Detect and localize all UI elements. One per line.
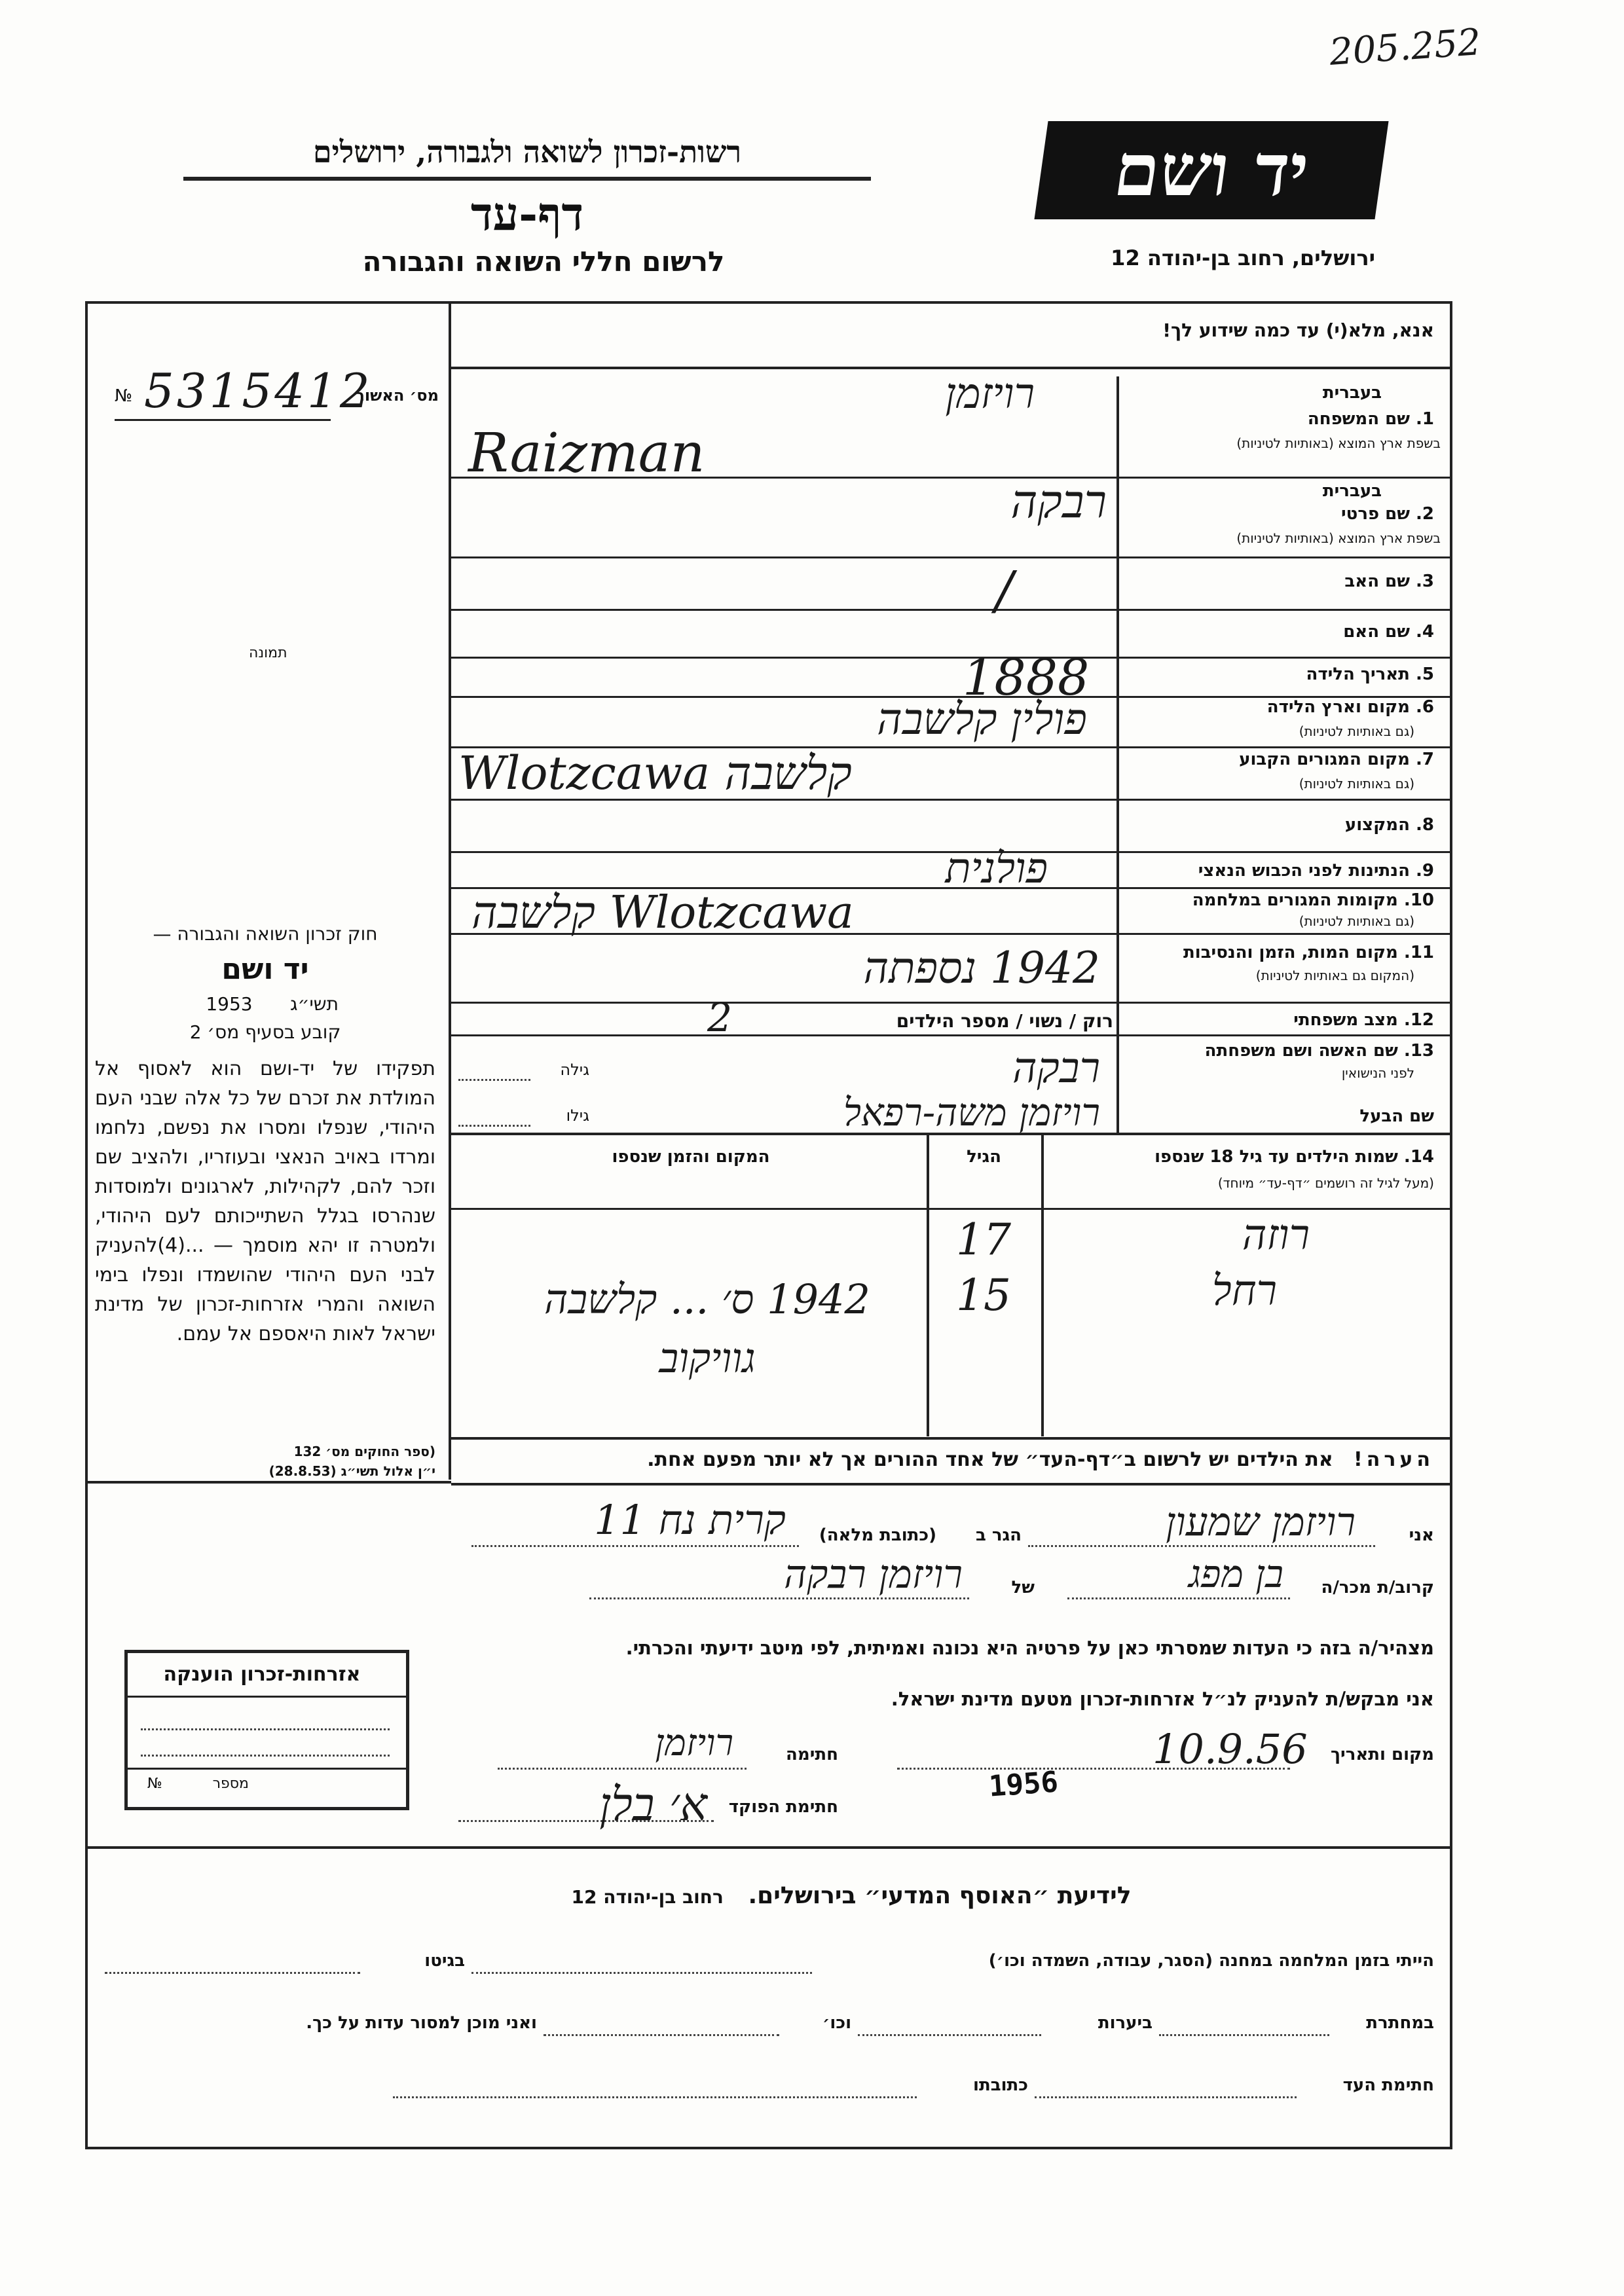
law-year-heb: תשי״ג (289, 993, 339, 1015)
place-date-value: 10.9.56 (1153, 1725, 1308, 1773)
note: הערה! את הילדים יש לרשום ב״דף-העד״ של אחד ההורים אך לא יותר מפעם אחת. (647, 1448, 1434, 1471)
marital-options: רוק / נשוי / מספר הילדים (896, 1010, 1113, 1032)
intro-text: אנא, מלא(י) עד כמה שידוע לך! (1162, 319, 1434, 341)
husband-name: רויזמן משה-רפאל (843, 1090, 1100, 1135)
law-logo: יד ושם (221, 953, 309, 986)
children-sub: (מעל לגיל זה רושמים ״דף-עד״ מיוחד) (1217, 1175, 1434, 1191)
field-9-label: 9. הנתינות לפני הכבוש הנאצי (1198, 861, 1434, 881)
authority-title: רשות-זכרון לשואה ולגבורה, ירושלים (312, 134, 742, 170)
archive-number: 205.252 (1328, 21, 1483, 74)
form-title: דף-עד (470, 187, 584, 241)
field-10-sub: (גם באותיות לטיניות) (1299, 913, 1414, 929)
footer-line2-end: ואני מוכן למסור עדות על כך. (306, 2013, 537, 2033)
decl-address-label: (כתובת מלאה) (819, 1525, 936, 1545)
field-10-label: 10. מקומות המגורים במלחמה (1192, 890, 1434, 910)
law-clause: קובע בסעיף מס׳ 2 (189, 1021, 341, 1043)
field-5-label: 5. תאריך הלידה (1306, 665, 1434, 684)
form-subtitle: לרשום חללי השואה והגבורה (362, 246, 725, 278)
field-13-label: 13. שם האשה ושם משפחתה (1204, 1041, 1434, 1061)
children-age-header: הגיל (967, 1147, 1001, 1167)
birth-date: 1888 (963, 648, 1090, 706)
child-age-2: 15 (956, 1270, 1011, 1321)
decl-request: אני מבקש/ת להעניק לנ״ל אזרחות-זכרון מטעם מדינת ישראל. (891, 1688, 1434, 1710)
children-count: 2 (707, 995, 733, 1041)
child-age-1: 17 (956, 1214, 1011, 1265)
field-1-lang: בעברית (1322, 383, 1382, 403)
footer-line3-a: חתימת העד (1342, 2075, 1434, 2095)
children-title: 14. שמות הילדים עד גיל 18 שנספו (1154, 1147, 1434, 1167)
declarant-relation: בן מפג (1188, 1552, 1283, 1596)
wife-age-label: גילה (560, 1061, 589, 1079)
citizenship: פולנית (945, 845, 1048, 893)
approval-number: 5315412 (144, 363, 373, 418)
citizenship-number-prefix: № (147, 1776, 162, 1792)
children-place-header: המקום והזמן שנספו (612, 1147, 770, 1167)
husband-age-label: גילו (566, 1106, 589, 1125)
field-12-label: 12. מצב משפחתי (1293, 1010, 1434, 1030)
field-11-label: 11. מקום המות, הזמן והנסיבות (1183, 943, 1434, 962)
decl-residing-label: הגר ב (975, 1525, 1022, 1545)
husband-label: שם הבעל (1359, 1106, 1434, 1126)
victim-name-ref: רויזמן רבקה (784, 1552, 963, 1597)
decl-statement: מצהיר/ה בזה כי העדות שמסרתי כאן על פרטיה היא נכונה ואמיתית, לפי מיטב ידיעתי והכרתי. (625, 1637, 1434, 1659)
law-source-date: י״ן אלול תשי״ג (28.8.53) (268, 1463, 435, 1479)
citizenship-box-title: אזרחות-זכרון הוענקה (163, 1663, 361, 1686)
officer-signature: א׳ בלן (599, 1777, 707, 1831)
field-8-label: 8. המקצוע (1344, 815, 1434, 835)
field-6-sub: (גם באותיות לטיניות) (1299, 723, 1414, 739)
children-death-place: 1942 ס׳ ... קלשבה גוויקוב (544, 1275, 870, 1382)
field-2-lang: בעברית (1322, 481, 1382, 501)
declarant-signature: רויזמן (655, 1722, 733, 1764)
death-details: 1942 נספתה (863, 943, 1100, 993)
decl-relation-label: קרוב/ת מכר/ה (1321, 1578, 1434, 1597)
field-2-label: 2. שם פרטי (1341, 504, 1434, 524)
field-11-sub: (המקום גם באותיות לטיניות) (1255, 968, 1414, 983)
approval-number-prefix: № (115, 386, 133, 406)
child-name-1: רוזה (1242, 1211, 1310, 1260)
logo-text: יד ושם (1109, 128, 1314, 212)
address: ירושלים, רחוב בן-יהודה 12 (1111, 246, 1375, 270)
declarant-address: קרית נח 11 (594, 1496, 786, 1544)
decl-officer-label: חתימת הפוקד (728, 1797, 838, 1817)
first-name-hebrew: רבקה (1010, 475, 1107, 528)
field-13-sub: לפני הנישואין (1341, 1065, 1414, 1081)
law-title: חוק זכרון השואה והגבורה — (153, 923, 378, 945)
child-name-2: רחל (1211, 1267, 1277, 1315)
field-4-label: 4. שם האם (1343, 622, 1434, 642)
year-stamp: 1956 (987, 1765, 1060, 1804)
family-name-hebrew: רויזמן (945, 370, 1035, 418)
footer-line2-a: במחתרת (1366, 2013, 1434, 2033)
decl-ani: אני (1409, 1525, 1434, 1545)
field-2-sub: בשפת ארץ המוצא (באותיות לטיניות) (1236, 530, 1441, 546)
decl-signature-label: חתימה (786, 1745, 838, 1764)
wartime-residence: קלשבה Wlotzcawa (471, 887, 854, 939)
footer-line1: הייתי בזמן המלחמה במחנה (הסגר, עבודה, השמדה וכו׳) (988, 1951, 1434, 1971)
footer-title: לידיעת ״האוסף המדעי״ בירושלים. רחוב בן-יהודה 12 (571, 1882, 1132, 1909)
field-1-sub: בשפת ארץ המוצא (באותיות לטיניות) (1236, 435, 1441, 451)
photo-label: תמונה (249, 645, 287, 661)
residence: Wlotzcawa קלשבה (458, 746, 852, 800)
law-text: תפקידו של יד-ושם הוא לאסוף אל המולדת את זכרם של כל אלה שבני העם היהודי, שנפלו ומסרו את נפשם, נלחמו ומרדו באויב הנאצי ובעוזריו, ולהציב שם וזכר להם, לקהילות, לארגונים ולמוסדות שנהרסו בגלל השתייכותם לעם היהודי, ולמטרה זו יהא מוסמך — ...(4)להעניק לבני העם היהודי שהושמדו ונפלו בימי השואה והמרי אזרחות-זכרון של מדינת ישראל לאות היאספם אל עמם. (95, 1057, 435, 1345)
birth-place: פולין קלשבה (877, 694, 1087, 744)
decl-of-label: של (1011, 1578, 1035, 1597)
footer-line1-end: בגיטו (424, 1951, 465, 1971)
field-3-label: 3. שם האב (1344, 572, 1434, 591)
field-6-label: 6. מקום וארץ הלידה (1266, 697, 1434, 717)
wife-name: רבקה (1012, 1044, 1100, 1093)
yad-vashem-logo (1034, 121, 1388, 219)
declarant-name: רויזמן שמעון (1166, 1499, 1356, 1545)
field-7-sub: (גם באותיות לטיניות) (1299, 776, 1414, 792)
family-name-latin: Raizman (468, 422, 705, 484)
citizenship-number-label: מספר (212, 1776, 249, 1792)
decl-place-date-label: מקום ותאריך (1331, 1745, 1434, 1764)
field-7-label: 7. מקום המגורים הקבוע (1239, 750, 1434, 769)
field-1-label: 1. שם המשפחה (1307, 409, 1434, 429)
footer-line3-b: כתובתו (973, 2075, 1028, 2095)
approval-label: מס׳ האשור (355, 386, 439, 405)
footer-line2-c: וכו׳ (822, 2013, 851, 2033)
law-year: 1953 (206, 993, 253, 1015)
law-source: (ספר החוקים מס׳ 132 (293, 1444, 435, 1459)
footer-line2-b: ביערות (1098, 2013, 1153, 2033)
father-name: / (995, 560, 1013, 621)
